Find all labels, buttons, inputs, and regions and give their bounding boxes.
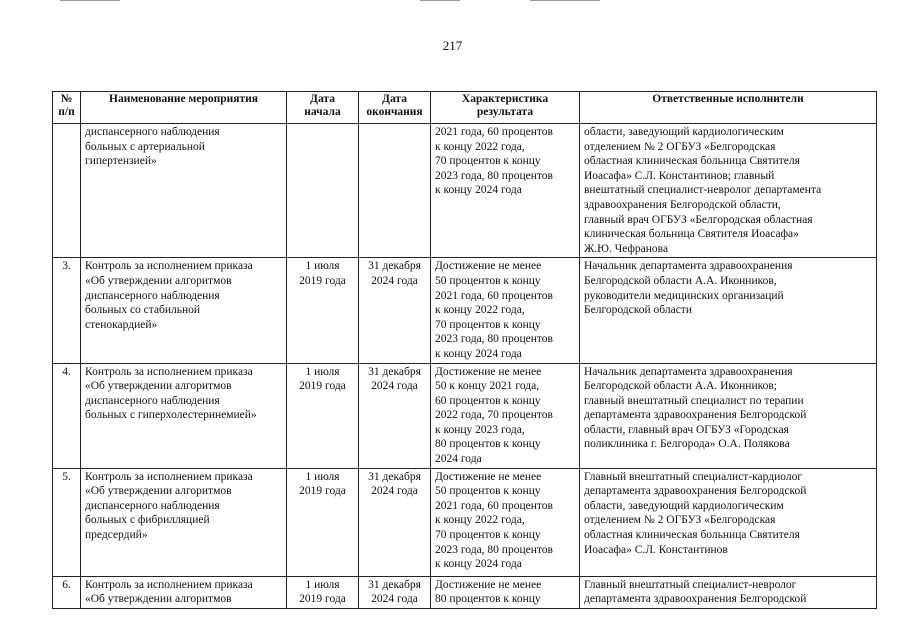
header-end-date: Дата окончания bbox=[359, 92, 431, 124]
row-number: 3. bbox=[53, 258, 81, 363]
table-header-row bbox=[53, 92, 877, 124]
scan-artifact bbox=[530, 0, 600, 1]
table-row bbox=[53, 468, 877, 576]
scan-artifact bbox=[60, 0, 120, 1]
header-start-date: Дата начала bbox=[287, 92, 359, 124]
page-number: 217 bbox=[442, 38, 463, 53]
responsible-text: Начальник департамента здравоохранения Белгородской области А.А. Иконников; главный внештатный специалист по терапии департамента здравоохранения Белгородской области, главный врач ОГБУЗ «Городская поликлиника г. Белгорода» О.А. Полякова bbox=[580, 363, 877, 468]
header-result: Характеристика результата bbox=[431, 92, 580, 124]
responsible-text: Главный внештатный специалист-кардиолог департамента здравоохранения Белгородской области, заведующий кардиологическим отделением № 2 ОГБУЗ «Белгородская областная клиническая больница Святителя Иоасафа» С.Л. Константинов bbox=[580, 468, 877, 576]
row-number: 5. bbox=[53, 468, 81, 576]
header-event-name: Наименование мероприятия bbox=[81, 92, 287, 124]
start-date: 1 июля 2019 года bbox=[287, 258, 359, 363]
event-name: Контроль за исполнением приказа «Об утверждении алгоритмов диспансерного наблюдения больных со стабильной стенокардией» bbox=[81, 258, 287, 363]
responsible-text: Начальник департамента здравоохранения Белгородской области А.А. Иконников, руководители медицинских организаций Белгородской области bbox=[580, 258, 877, 363]
result-text: Достижение не менее 50 процентов к концу 2021 года, 60 процентов к концу 2022 года, 70 процентов к концу 2023 года, 80 процентов к концу 2024 года bbox=[431, 468, 580, 576]
start-date: 1 июля 2019 года bbox=[287, 576, 359, 608]
table-row bbox=[53, 576, 877, 608]
start-date bbox=[287, 124, 359, 258]
row-number: 6. bbox=[53, 576, 81, 608]
event-name: Контроль за исполнением приказа «Об утверждении алгоритмов диспансерного наблюдения больных с фибрилляцией предсердий» bbox=[81, 468, 287, 576]
responsible-text: Главный внештатный специалист-невролог департамента здравоохранения Белгородской bbox=[580, 576, 877, 608]
row-number bbox=[53, 124, 81, 258]
start-date: 1 июля 2019 года bbox=[287, 468, 359, 576]
end-date: 31 декабря 2024 года bbox=[359, 576, 431, 608]
events-table bbox=[52, 91, 877, 609]
scan-artifact bbox=[420, 0, 460, 1]
end-date: 31 декабря 2024 года bbox=[359, 468, 431, 576]
responsible-text: области, заведующий кардиологическим отделением № 2 ОГБУЗ «Белгородская областная клиническая больница Святителя Иоасафа» С.Л. Константинов; главный внештатный специалист-невролог департамента здравоохранения Белгородской области, главный врач ОГБУЗ «Белгородская областная клиническая больница Святителя Иоасафа» Ж.Ю. Чефранова bbox=[580, 124, 877, 258]
event-name: диспансерного наблюдения больных с артериальной гипертензией» bbox=[81, 124, 287, 258]
table-row bbox=[53, 124, 877, 258]
result-text: Достижение не менее 50 к концу 2021 года, 60 процентов к концу 2022 года, 70 процентов к концу 2023 года, 80 процентов к концу 2024 года bbox=[431, 363, 580, 468]
end-date bbox=[359, 124, 431, 258]
header-responsible: Ответственные исполнители bbox=[580, 92, 877, 124]
table-row bbox=[53, 363, 877, 468]
end-date: 31 декабря 2024 года bbox=[359, 363, 431, 468]
result-text: 2021 года, 60 процентов к концу 2022 года, 70 процентов к концу 2023 года, 80 процентов к концу 2024 года bbox=[431, 124, 580, 258]
table-row bbox=[53, 258, 877, 363]
result-text: Достижение не менее 50 процентов к концу 2021 года, 60 процентов к концу 2022 года, 70 процентов к концу 2023 года, 80 процентов к концу 2024 года bbox=[431, 258, 580, 363]
result-text: Достижение не менее 80 процентов к концу bbox=[431, 576, 580, 608]
row-number: 4. bbox=[53, 363, 81, 468]
header-number: № п/п bbox=[53, 92, 81, 124]
event-name: Контроль за исполнением приказа «Об утверждении алгоритмов диспансерного наблюдения больных с гиперхолестеринемией» bbox=[81, 363, 287, 468]
end-date: 31 декабря 2024 года bbox=[359, 258, 431, 363]
start-date: 1 июля 2019 года bbox=[287, 363, 359, 468]
event-name: Контроль за исполнением приказа «Об утверждении алгоритмов bbox=[81, 576, 287, 608]
